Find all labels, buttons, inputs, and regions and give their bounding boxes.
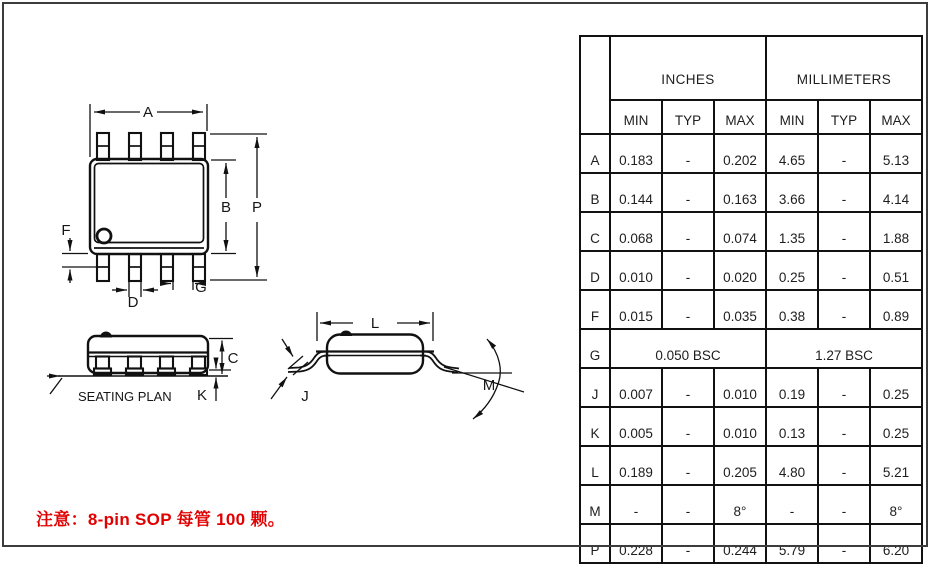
dim-label-j: J (301, 388, 309, 405)
dim-value: 0.010 (610, 251, 662, 290)
dim-value: - (818, 173, 870, 212)
table-row (580, 212, 922, 251)
dim-value: - (818, 290, 870, 329)
dim-value: 0.068 (610, 212, 662, 251)
dim-label-c: C (227, 350, 239, 367)
dim-value: - (818, 446, 870, 485)
dim-letter: D (580, 251, 610, 290)
dim-value: 0.89 (870, 290, 922, 329)
dim-label-p: P (251, 199, 263, 216)
pin1-indicator (97, 229, 111, 243)
dim-value: 6.20 (870, 524, 922, 563)
dim-value: - (662, 368, 714, 407)
dim-letter: C (580, 212, 610, 251)
dim-value: 8° (714, 485, 766, 524)
dim-value: - (818, 368, 870, 407)
dim-value: 8° (870, 485, 922, 524)
dim-value: - (662, 485, 714, 524)
dim-value: 0.19 (766, 368, 818, 407)
dim-value-span: 0.050 BSC (610, 329, 766, 368)
table-row (580, 134, 922, 173)
dim-label-d: D (127, 294, 139, 311)
dim-value: 0.25 (870, 407, 922, 446)
dim-value: - (662, 212, 714, 251)
dim-value: - (610, 485, 662, 524)
dim-value: - (662, 290, 714, 329)
dim-letter: K (580, 407, 610, 446)
dimension-table (579, 35, 923, 564)
dim-value: 0.020 (714, 251, 766, 290)
dim-letter: G (580, 329, 610, 368)
dim-label-k: K (196, 387, 208, 404)
dim-value: 0.015 (610, 290, 662, 329)
table-corner-cell (580, 36, 610, 134)
col-header-min-in: MIN (610, 100, 662, 134)
dim-value: - (818, 212, 870, 251)
dim-label-l: L (370, 315, 380, 332)
dim-value: - (818, 407, 870, 446)
dim-value: 5.21 (870, 446, 922, 485)
dim-value: - (662, 446, 714, 485)
table-row (580, 251, 922, 290)
dim-letter: J (580, 368, 610, 407)
dim-letter: M (580, 485, 610, 524)
dim-label-b: B (220, 199, 232, 216)
table-row (580, 173, 922, 212)
seating-plan-label: SEATING PLAN (78, 389, 172, 404)
dim-value: 0.189 (610, 446, 662, 485)
dim-value: 1.88 (870, 212, 922, 251)
dim-value: - (662, 407, 714, 446)
dim-value: - (818, 134, 870, 173)
dim-value: 0.51 (870, 251, 922, 290)
dim-value: 0.005 (610, 407, 662, 446)
dim-value: 0.163 (714, 173, 766, 212)
dim-letter: L (580, 446, 610, 485)
col-header-max-in: MAX (714, 100, 766, 134)
col-header-max-mm: MAX (870, 100, 922, 134)
dim-value-span: 1.27 BSC (766, 329, 922, 368)
dim-value: 4.65 (766, 134, 818, 173)
note-text: 注意：8-pin SOP 每管 100 颗。 (36, 510, 286, 529)
col-header-min-mm: MIN (766, 100, 818, 134)
dim-value: 0.38 (766, 290, 818, 329)
dim-letter: B (580, 173, 610, 212)
side-view (47, 332, 239, 405)
dim-value: 0.202 (714, 134, 766, 173)
dim-value: - (662, 134, 714, 173)
end-view (271, 312, 524, 419)
dim-value: 0.035 (714, 290, 766, 329)
dim-label-g: G (195, 279, 207, 296)
dim-value: - (766, 485, 818, 524)
millimeters-header: MILLIMETERS (766, 36, 922, 100)
dim-value: 0.228 (610, 524, 662, 563)
table-row (580, 329, 922, 368)
dim-value: 4.80 (766, 446, 818, 485)
top-view (61, 104, 267, 311)
dim-value: 0.244 (714, 524, 766, 563)
dim-value: 0.010 (714, 368, 766, 407)
col-header-typ-mm: TYP (818, 100, 870, 134)
table-row (580, 368, 922, 407)
dim-value: - (662, 173, 714, 212)
table-row (580, 290, 922, 329)
dim-value: 0.074 (714, 212, 766, 251)
dim-value: - (662, 524, 714, 563)
dim-value: - (818, 251, 870, 290)
dim-value: 0.010 (714, 407, 766, 446)
dim-value: 0.13 (766, 407, 818, 446)
dim-letter: P (580, 524, 610, 563)
dim-value: 0.205 (714, 446, 766, 485)
col-header-typ-in: TYP (662, 100, 714, 134)
dim-letter: A (580, 134, 610, 173)
dim-value: 5.13 (870, 134, 922, 173)
dim-value: 0.25 (870, 368, 922, 407)
dim-label-m: M (482, 377, 496, 394)
dim-value: - (818, 485, 870, 524)
dim-value: - (818, 524, 870, 563)
dim-value: 1.35 (766, 212, 818, 251)
dim-value: 0.183 (610, 134, 662, 173)
dim-value: 3.66 (766, 173, 818, 212)
dim-letter: F (580, 290, 610, 329)
inches-header: INCHES (610, 36, 766, 100)
dimension-table-body (580, 134, 922, 563)
dim-value: 0.25 (766, 251, 818, 290)
table-row (580, 485, 922, 524)
dim-label-a: A (142, 104, 154, 121)
dim-value: - (662, 251, 714, 290)
table-row (580, 446, 922, 485)
dim-value: 4.14 (870, 173, 922, 212)
dim-label-f: F (61, 222, 71, 239)
table-row (580, 407, 922, 446)
dim-value: 0.007 (610, 368, 662, 407)
table-row (580, 524, 922, 563)
dim-value: 0.144 (610, 173, 662, 212)
dim-value: 5.79 (766, 524, 818, 563)
